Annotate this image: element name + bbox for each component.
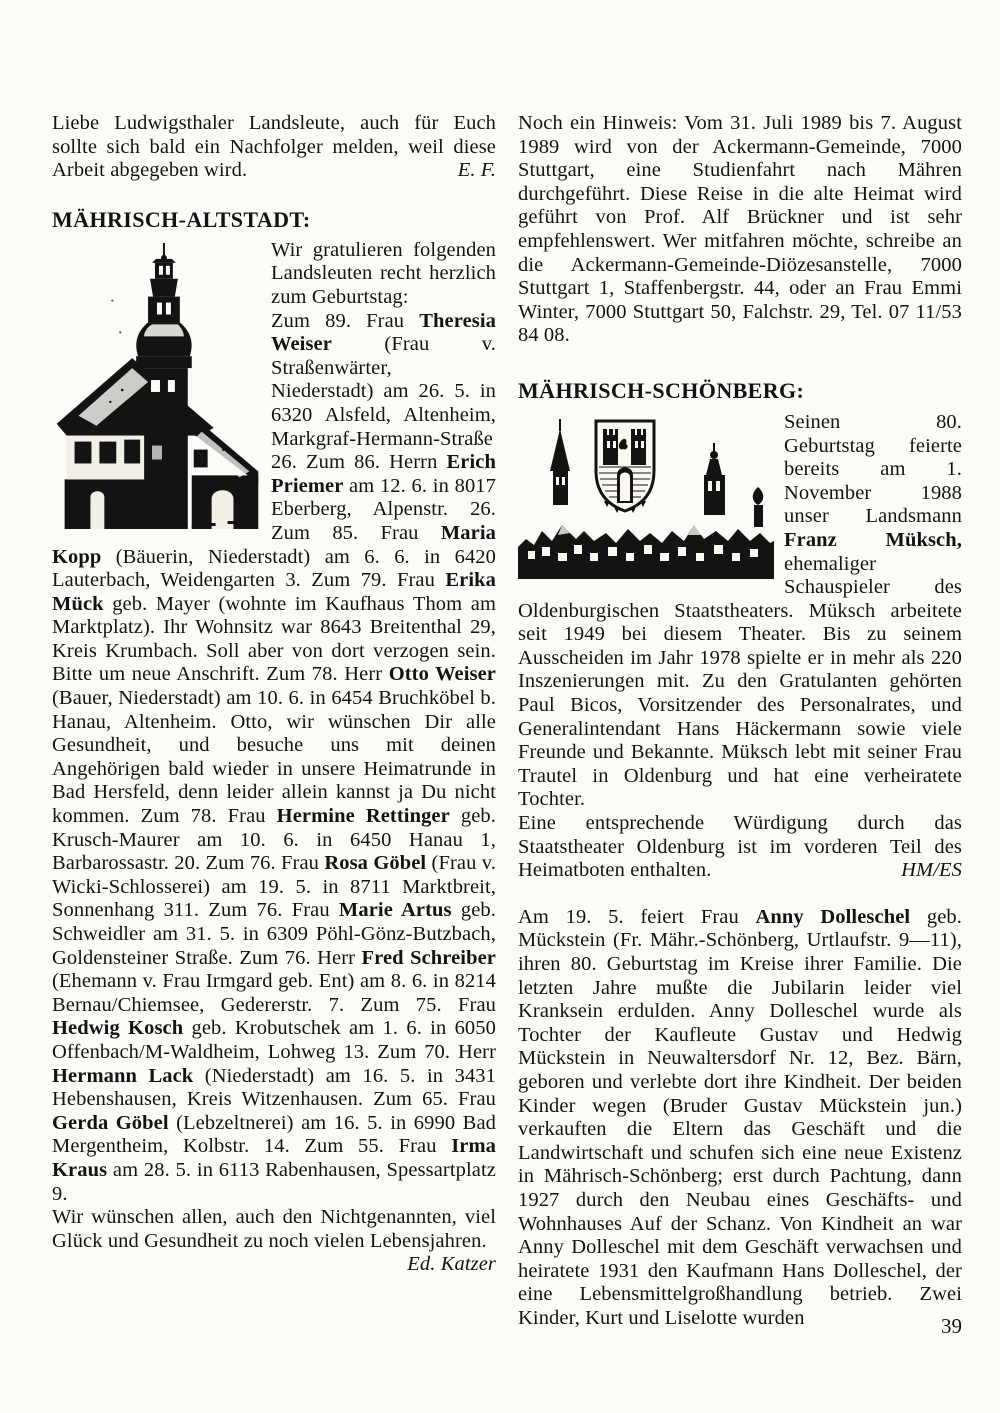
intro-text: Liebe Ludwigsthaler Landsleute, auch für Euch sollte sich bald ein Nachfolger melden, weil diese Arbeit abgegeben wird. xyxy=(52,112,496,182)
townhall-engraving-image xyxy=(52,241,259,529)
right-column xyxy=(518,112,962,1331)
intro-paragraph xyxy=(52,112,496,183)
schoenberg-section xyxy=(518,411,962,812)
section-heading-maehrisch-schoenberg: MÄHRISCH-SCHÖNBERG: xyxy=(518,377,805,403)
hinweis-text: Noch ein Hinweis: Vom 31. Juli 1989 bis 7. August 1989 wird von der Ackermann-Gemeinde, 7000 Stuttgart, eine Studienfahrt nach Mähren durchgeführt. Diese Reise in die alte Heimat wird geführt von Prof. Alf Brückner und ist sehr empfehlenswert. Wer mitfahren möchte, schreibe an die Ackermann-Gemeinde-Diözesanstelle, 7000 Stuttgart 1, Staffenbergstr. 44, oder an Frau Emmi Winter, 7000 Stuttgart 50, Falchstr. 29, Tel. 07 11/53 84 08. xyxy=(518,112,962,347)
page-number: 39 xyxy=(941,1314,962,1338)
mueksch-text: Seinen 80. Geburtstag feierte bereits am 1. November 1988 unser Landsmann Franz Müksch, ehemaliger Schauspieler des Oldenburgischen Staatstheaters. Müksch arbeitete seit 1949 bei diesem Theater. Bis zu seinem Ausscheiden im Jahr 1978 spielte er in mehr als 220 Inszenierungen mit. Zu den Gratulanten gehörten Paul Bicos, Vorsitzender des Personalrates, und Generalintendant Hans Häckermann sowie viele Freunde und Bekannte. Müksch lebt mit seiner Frau Trautel in Oldenburg und hat eine verheiratete Tochter. xyxy=(518,410,962,811)
birthdays-text: Zum 89. Frau Theresia Weiser (Frau v. Straßenwärter, Niederstadt) am 26. 5. in 6320 Alsfeld, Altenheim, Markgraf-Hermann-Straße 26. Zum 86. Herrn Erich Priemer am 12. 6. in 8017 Eberberg, Alpenstr. 26. Zum 85. Frau Maria Kopp (Bäuerin, Niederstadt) am 6. 6. in 6420 Lauterbach, Weidengarten 3. Zum 79. Frau Erika Mück geb. Mayer (wohnte im Kaufhaus Thom am Marktplatz). Ihr Wohnsitz war 8643 Breitenthal 29, Kreis Krumbach. Soll aber von dort verzogen sein. Bitte um neue Anschrift. Zum 78. Herr Otto Weiser (Bauer, Niederstadt) am 10. 6. in 6454 Bruchköbel b. Hanau, Altenheim. Otto, wir wünschen Dir alle Gesundheit, und besuche uns mit deinen Angehörigen bald wieder in unsere Heimatrunde in Bad Hersfeld, denn leider allein kannst ja Du nicht kommen. Zum 78. Frau Hermine Rettinger geb. Krusch-Maurer am 10. 6. in 6450 Hanau 1, Barbarossastr. 20. Zum 76. Frau Rosa Göbel (Frau v. Wicki-Schlosserei) am 19. 5. in 8711 Marktbreit, Sonnenhang 311. Zum 76. Frau Marie Artus geb. Schweidler am 31. 5. in 6309 Pöhl-Gönz-Butzbach, Goldensteiner Straße. Zum 76. Herr Fred Schreiber (Ehemann v. Frau Irmgard geb. Ent) am 8. 6. in 8214 Bernau/Chiemsee, Gedererstr. 7. Zum 75. Frau Hedwig Kosch geb. Krobutschek am 1. 6. in 6050 Offenbach/M-Waldheim, Lohweg 13. Zum 70. Herr Hermann Lack (Niederstadt) am 16. 5. in 3431 Hebenshausen, Kreis Witzenhausen. Zum 65. Frau Gerda Göbel (Lebzeltnerei) am 16. 5. in 6990 Bad Mergentheim, Kolbstr. 14. Zum 55. Frau Irma Kraus am 28. 5. in 6113 Rabenhausen, Spessartplatz 9. xyxy=(52,309,497,1205)
dolleschel-text: Am 19. 5. feiert Frau Anny Dolleschel geb. Mückstein (Fr. Mähr.-Schönberg, Urtlaufstr. 9—11), ihren 80. Geburtstag im Kreise ihrer Familie. Die letzten Jahre mußte die Jubilarin leider viel Kranksein erdulden. Anny Dolleschel wurde als Tochter der Kaufleute Gustav und Hedwig Mückstein in Neuwaltersdorf Nr. 12, Bez. Bärn, geboren und verlebte dort ihre Kindheit. Der beiden Kinder wegen (Bruder Gustav Mückstein jun.) verkauften die Eltern das Geschäft und die Landwirtschaft und schufen sich eine neue Existenz in Mährisch-Schönberg; erst durch Pachtung, dann 1927 durch den Neubau eines Geschäfts- und Wohnhauses Auf der Schanz. Von Kindheit an war Anny Dolleschel mit dem Geschäft verwachsen und heiratete 1931 den Kaufmann Hans Dolleschel, der eine Lebensmittelgroßhandlung betrieb. Zwei Kinder, Kurt und Liselotte wurden xyxy=(518,905,962,1329)
wuerdigung-signature: HM/ES xyxy=(901,859,962,882)
dolleschel-paragraph xyxy=(518,906,962,1331)
intro-signature: E. F. xyxy=(457,159,496,182)
left-column xyxy=(52,112,496,1277)
wuerdigung-text: Eine entsprechende Würdigung durch das Staatstheater Oldenburg ist im vorderen Teil des Heimatboten enthalten. xyxy=(518,812,962,882)
section-heading-maehrisch-altstadt: MÄHRISCH-ALTSTADT: xyxy=(52,206,311,232)
closing-paragraph xyxy=(52,1206,496,1276)
wuerdigung-paragraph xyxy=(518,812,962,883)
hinweis-paragraph xyxy=(518,112,962,348)
greeting-text: Wir gratulieren folgenden Landsleuten recht herzlich zum Geburtstag: xyxy=(271,238,496,308)
skyline-coat-of-arms-image xyxy=(518,413,774,579)
closing-text: Wir wünschen allen, auch den Nichtgenannten, viel Glück und Gesundheit zu noch vielen Lebensjahren. xyxy=(52,1206,496,1252)
altstadt-section xyxy=(52,239,496,1206)
closing-signature: Ed. Katzer xyxy=(407,1253,496,1276)
